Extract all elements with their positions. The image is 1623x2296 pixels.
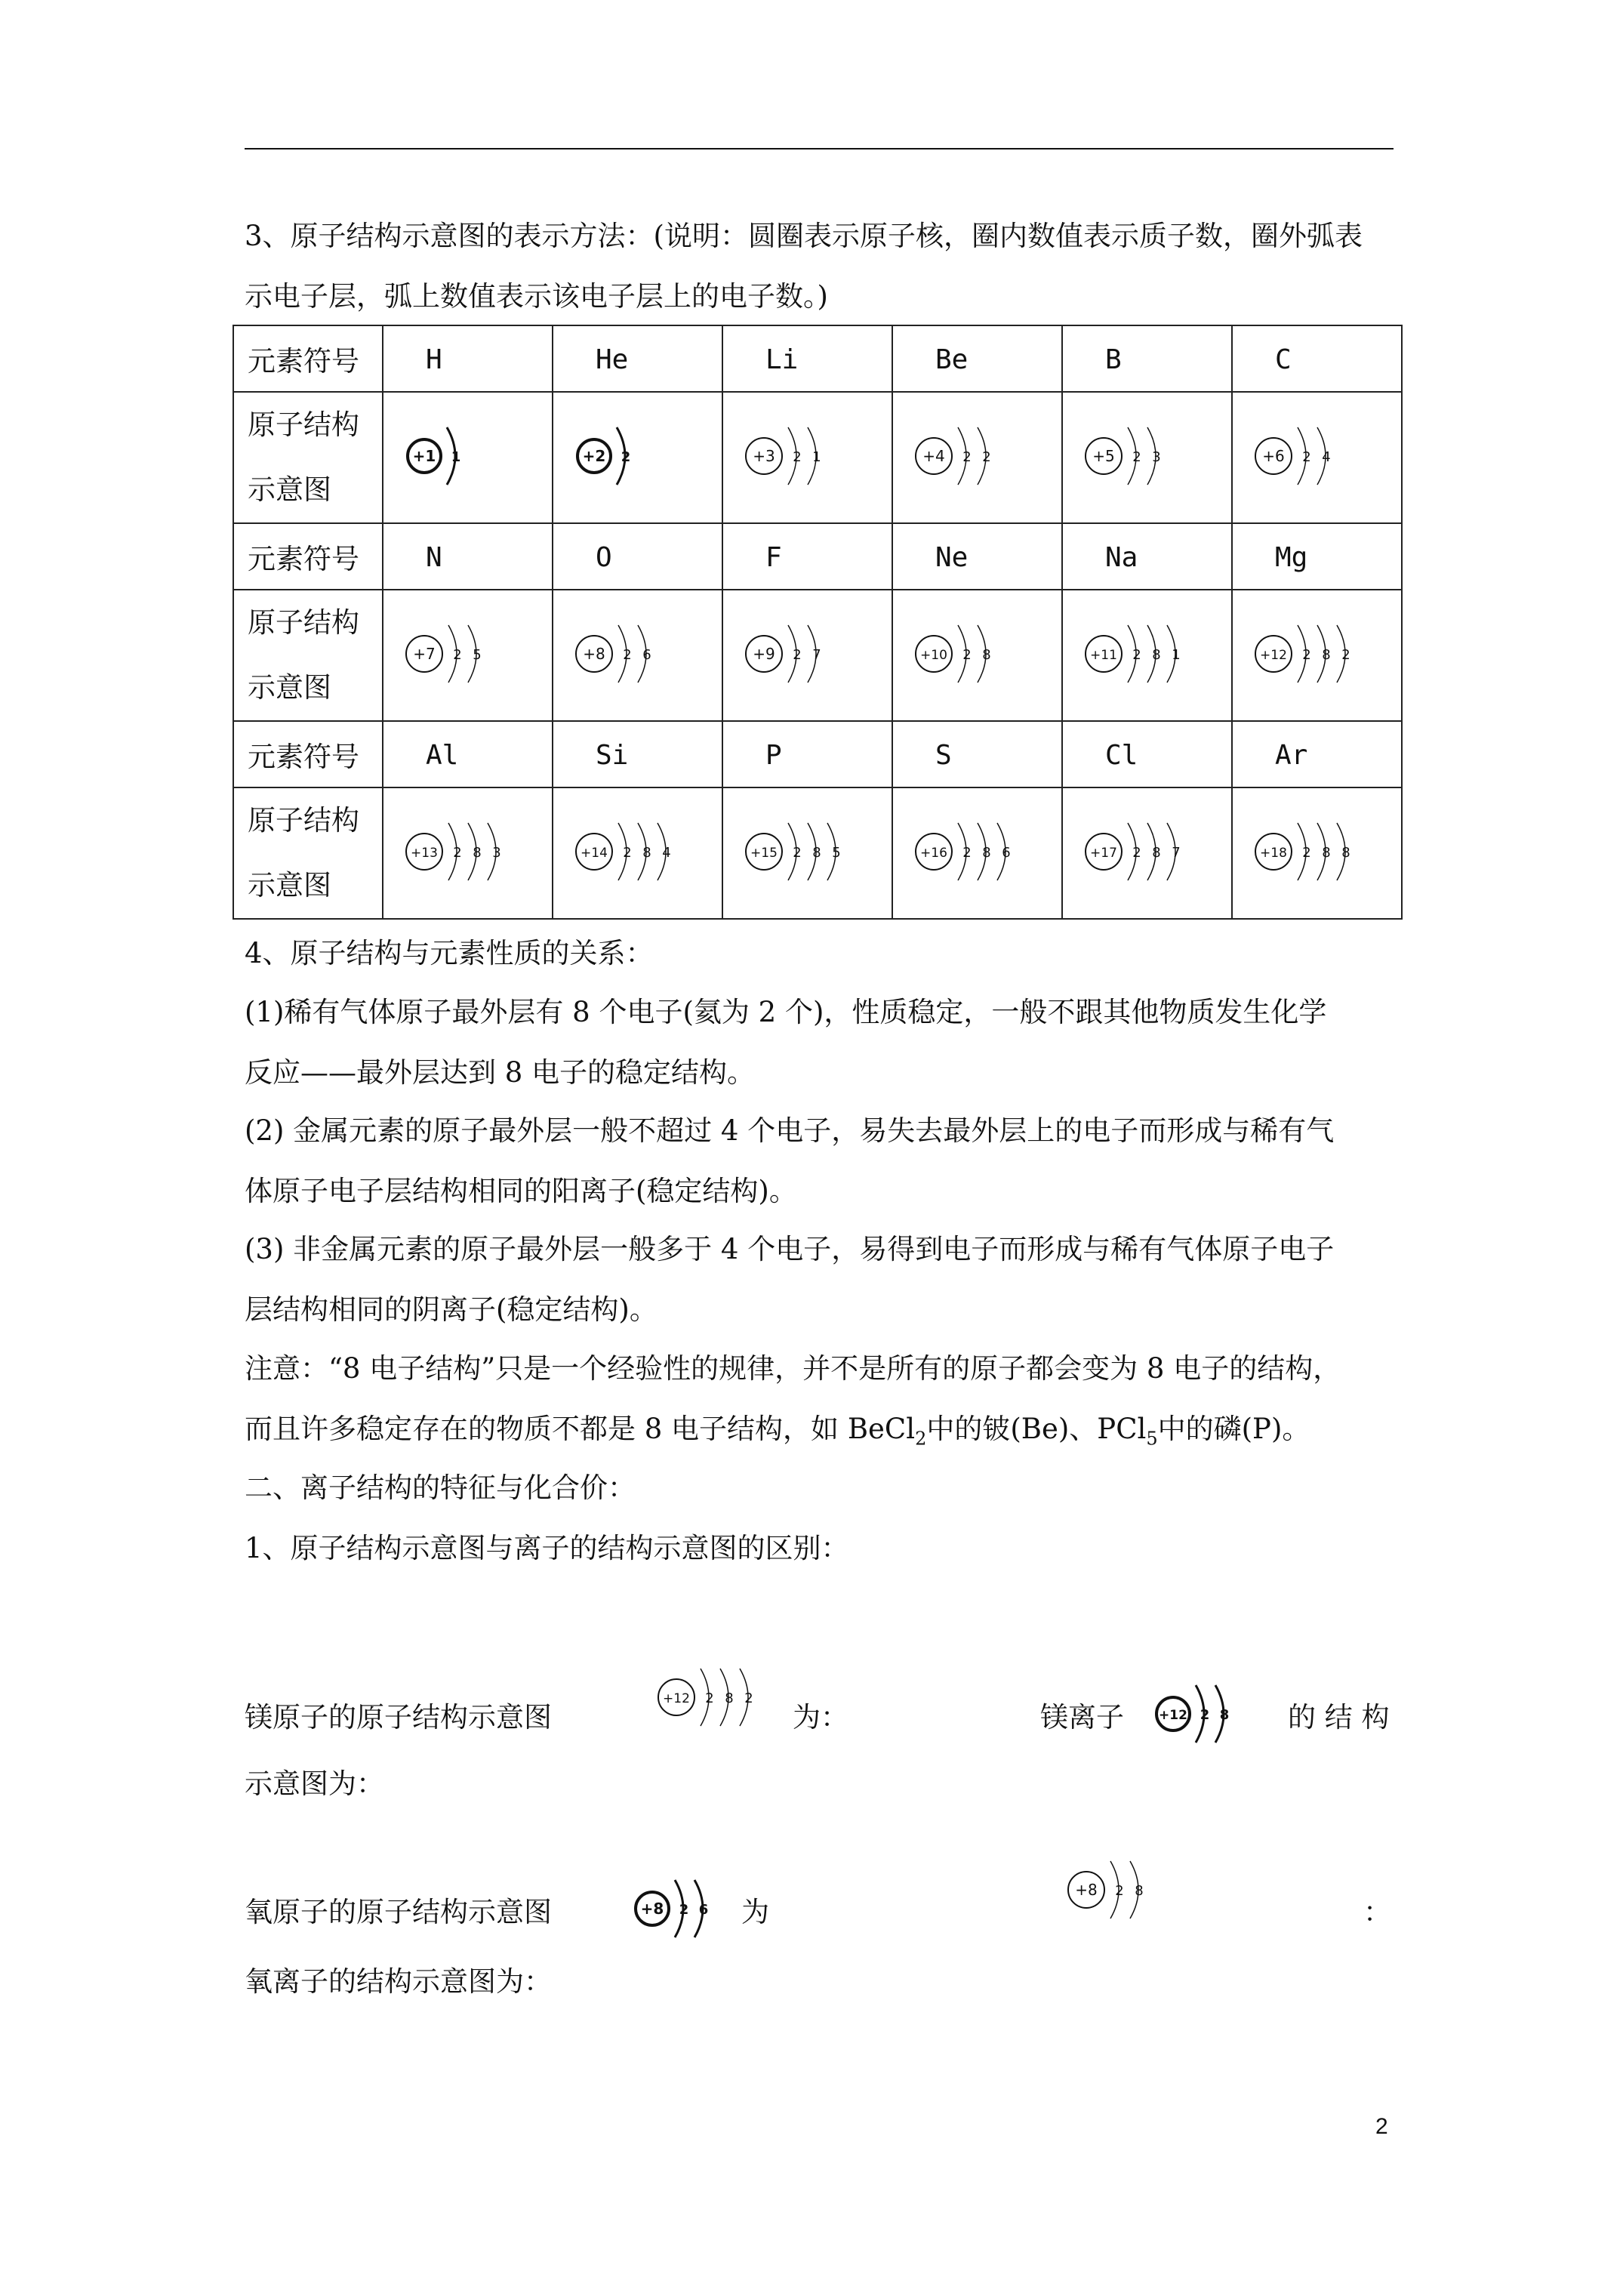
- nucleus-charge: +6: [1262, 447, 1285, 465]
- element-symbol-cell: [1062, 325, 1232, 392]
- diagram-row-label: [233, 590, 383, 721]
- section4-p1-line2: 反应——最外层达到 8 电子的稳定结构。: [245, 1056, 756, 1089]
- shell-electron-count: 3: [1152, 449, 1161, 465]
- element-symbol-cell: [722, 325, 892, 392]
- atom-diagram-svg: [651, 1661, 782, 1737]
- diagram-label-line2: 示意图: [248, 869, 331, 901]
- atom-diagram-svg: [1248, 420, 1358, 495]
- shell-electron-count: 2: [453, 647, 462, 663]
- element-symbol-cell: [1232, 721, 1402, 787]
- atom-diagram-svg: [1248, 815, 1379, 891]
- shell-electron-count: 2: [1302, 647, 1311, 663]
- shell-electron-count: 2: [962, 647, 972, 663]
- atom-diagram-svg: [1078, 618, 1209, 693]
- o-ion-tail: 氧离子的结构示意图为：: [245, 1965, 552, 1998]
- element-symbol: Al: [426, 739, 459, 771]
- shell-electron-count: 8: [473, 845, 482, 861]
- note-line2: 而且许多稳定存在的物质不都是 8 电子结构，如 BeCl$_2$中的铍(Be)、PCl$_5$中的磷(P)。: [245, 1413, 1310, 1450]
- o-atom-label: 氧原子的原子结构示意图: [245, 1896, 552, 1928]
- atom-diagram-cell: [722, 392, 892, 523]
- element-symbol: C: [1275, 344, 1292, 375]
- atom-diagram-svg: [738, 420, 848, 495]
- shell-electron-count: 2: [705, 1690, 714, 1706]
- shell-electron-count: 2: [1200, 1707, 1210, 1723]
- nucleus-charge: +18: [1260, 846, 1287, 861]
- nucleus-charge: +13: [411, 846, 438, 861]
- atom-diagram-cell: [1232, 787, 1402, 919]
- symbol-row: [233, 523, 1402, 590]
- atomic-structure-table: [233, 325, 1403, 920]
- shell-electron-count: 1: [451, 449, 461, 465]
- shell-electron-count: 2: [1132, 647, 1141, 663]
- diagram-label-line1: 原子结构: [248, 804, 359, 837]
- diagram-row-label: [233, 787, 383, 919]
- atom-diagram-cell: [1062, 787, 1232, 919]
- element-symbol-cell: [553, 523, 722, 590]
- atom-diagram-cell: [1062, 590, 1232, 721]
- shell-electron-count: 2: [793, 845, 802, 861]
- shell-electron-count: 2: [1132, 845, 1141, 861]
- shell-electron-count: 5: [473, 647, 482, 663]
- element-symbol: Cl: [1105, 739, 1138, 771]
- element-symbol: Na: [1105, 541, 1138, 573]
- diagram-label-line1: 原子结构: [248, 606, 359, 639]
- nucleus-charge: +11: [1090, 648, 1117, 663]
- element-symbol: Mg: [1275, 541, 1308, 573]
- atom-diagram-cell: [1232, 392, 1402, 523]
- atom-diagram-svg: [738, 815, 870, 891]
- element-symbol-cell: [553, 721, 722, 787]
- nucleus-charge: +12: [1159, 1708, 1187, 1723]
- element-symbol: H: [426, 344, 442, 375]
- atom-diagram-cell: [892, 590, 1062, 721]
- shell-electron-count: 7: [812, 647, 821, 663]
- symbol-row: [233, 325, 1402, 392]
- nucleus-charge: +17: [1090, 846, 1117, 861]
- atom-diagram-svg: [627, 1872, 737, 1948]
- o-ion-diagram: [1061, 1854, 1171, 1929]
- element-symbol: P: [765, 739, 782, 771]
- shell-electron-count: 5: [832, 845, 841, 861]
- nucleus-charge: +8: [583, 645, 605, 663]
- atom-diagram-svg: [568, 618, 679, 693]
- wei-label-1: 为：: [793, 1701, 848, 1734]
- section3-line2: 示电子层，弧上数值表示该电子层上的电子数。): [245, 280, 828, 313]
- shell-electron-count: 3: [492, 845, 501, 861]
- mg-ion-diagram: [1147, 1678, 1258, 1753]
- section4-p3-line1: (3) 非金属元素的原子最外层一般多于 4 个电子，易得到电子而形成与稀有气体原子电子: [245, 1233, 1335, 1265]
- element-symbol-cell: [383, 523, 553, 590]
- element-symbol: He: [596, 344, 629, 375]
- atom-diagram-cell: [722, 787, 892, 919]
- shell-electron-count: 8: [1322, 845, 1331, 861]
- element-symbol: Be: [935, 344, 969, 375]
- shell-electron-count: 1: [812, 449, 821, 465]
- shell-electron-count: 8: [812, 845, 821, 861]
- atom-diagram-cell: [383, 590, 553, 721]
- element-symbol-cell: [892, 523, 1062, 590]
- nucleus-charge: +12: [1260, 648, 1287, 663]
- symbol-row-label: 元素符号: [233, 523, 383, 590]
- mg-atom-label: 镁原子的原子结构示意图: [245, 1701, 552, 1734]
- atom-diagram-cell: [1232, 590, 1402, 721]
- shell-electron-count: 2: [621, 449, 631, 465]
- mg-ion-label: 镁离子: [1040, 1701, 1124, 1734]
- atom-diagram-svg: [399, 618, 509, 693]
- diagram-label-line1: 原子结构: [248, 408, 359, 441]
- shell-electron-count: 4: [1322, 449, 1331, 465]
- element-symbol: F: [765, 541, 782, 573]
- nucleus-charge: +15: [750, 846, 778, 861]
- element-symbol-cell: [1062, 721, 1232, 787]
- shell-electron-count: 6: [642, 647, 651, 663]
- element-symbol-cell: [383, 721, 553, 787]
- nucleus-charge: +14: [581, 846, 608, 861]
- atom-diagram-svg: [908, 618, 1018, 693]
- shell-electron-count: 2: [679, 1902, 689, 1918]
- diagram-row: [233, 392, 1402, 523]
- element-symbol: O: [596, 541, 612, 573]
- element-symbol-cell: [1232, 523, 1402, 590]
- atom-diagram-svg: [568, 420, 658, 495]
- shell-electron-count: 2: [623, 845, 632, 861]
- element-symbol-cell: [1232, 325, 1402, 392]
- nucleus-charge: +8: [640, 1900, 664, 1918]
- de-jiegou-label: 的 结 构: [1288, 1701, 1390, 1734]
- shell-electron-count: 6: [698, 1902, 709, 1918]
- atom-diagram-cell: [1062, 392, 1232, 523]
- element-symbol: Li: [765, 344, 799, 375]
- shell-electron-count: 2: [793, 647, 802, 663]
- element-symbol: Si: [596, 739, 629, 771]
- diagram-label-line2: 示意图: [248, 473, 331, 506]
- shell-electron-count: 8: [1152, 845, 1161, 861]
- shell-electron-count: 2: [1302, 845, 1311, 861]
- atom-diagram-svg: [908, 420, 1018, 495]
- atom-diagram-svg: [738, 618, 848, 693]
- nucleus-charge: +10: [920, 648, 947, 663]
- diagram-row: [233, 590, 1402, 721]
- shell-electron-count: 8: [1219, 1707, 1230, 1723]
- element-symbol-cell: [383, 325, 553, 392]
- nucleus-charge: +4: [922, 447, 945, 465]
- shell-electron-count: 8: [1135, 1883, 1144, 1899]
- element-symbol-cell: [1062, 523, 1232, 590]
- section4-heading: 4、原子结构与元素性质的关系：: [245, 937, 654, 969]
- nucleus-charge: +12: [663, 1691, 690, 1706]
- nucleus-charge: +9: [753, 645, 775, 663]
- nucleus-charge: +8: [1075, 1881, 1098, 1899]
- shell-electron-count: 2: [962, 845, 972, 861]
- colon: ：: [1363, 1896, 1391, 1928]
- nucleus-charge: +2: [582, 447, 606, 465]
- element-symbol: B: [1105, 344, 1122, 375]
- o-atom-diagram: [627, 1872, 737, 1948]
- atom-diagram-cell: [383, 392, 553, 523]
- page-number: 2: [1375, 2114, 1388, 2139]
- symbol-row-label: 元素符号: [233, 325, 383, 392]
- shell-electron-count: 4: [662, 845, 671, 861]
- atom-diagram-cell: [892, 392, 1062, 523]
- section4-p1-line1: (1)稀有气体原子最外层有 8 个电子(氦为 2 个)，性质稳定，一般不跟其他物质发生化学: [245, 996, 1327, 1028]
- nucleus-charge: +1: [412, 447, 436, 465]
- element-symbol-cell: [892, 325, 1062, 392]
- shell-electron-count: 2: [962, 449, 972, 465]
- note-line1: 注意：“8 电子结构”只是一个经验性的规律，并不是所有的原子都会变为 8 电子的结构，: [245, 1352, 1341, 1385]
- element-symbol-cell: [553, 325, 722, 392]
- atom-diagram-svg: [908, 815, 1039, 891]
- mg-atom-diagram: [651, 1661, 782, 1737]
- shell-electron-count: 2: [1341, 647, 1350, 663]
- shell-electron-count: 8: [725, 1690, 734, 1706]
- element-symbol-cell: [892, 721, 1062, 787]
- nucleus-charge: +5: [1092, 447, 1115, 465]
- header-rule: [245, 148, 1394, 149]
- shell-electron-count: 8: [642, 845, 651, 861]
- atom-diagram-svg: [568, 815, 700, 891]
- mg-ion-tail: 示意图为：: [245, 1767, 384, 1800]
- atom-diagram-cell: [553, 392, 722, 523]
- section3-line1: 3、原子结构示意图的表示方法：(说明：圆圈表示原子核，圈内数值表示质子数，圈外弧表: [245, 220, 1363, 252]
- shell-electron-count: 8: [982, 647, 991, 663]
- shell-electron-count: 2: [1132, 449, 1141, 465]
- atom-diagram-cell: [383, 787, 553, 919]
- shell-electron-count: 8: [1152, 647, 1161, 663]
- wei-label-2: 为: [741, 1896, 769, 1928]
- section4-p3-line2: 层结构相同的阴离子(稳定结构)。: [245, 1293, 658, 1326]
- atom-diagram-svg: [1078, 420, 1188, 495]
- atom-diagram-cell: [553, 590, 722, 721]
- shell-electron-count: 8: [1341, 845, 1350, 861]
- nucleus-charge: +16: [920, 846, 947, 861]
- element-symbol: Ar: [1275, 739, 1308, 771]
- shell-electron-count: 8: [1322, 647, 1331, 663]
- atom-diagram-svg: [399, 815, 530, 891]
- section4-p2-line1: (2) 金属元素的原子最外层一般不超过 4 个电子，易失去最外层上的电子而形成与稀有气: [245, 1114, 1335, 1147]
- symbol-row: [233, 721, 1402, 787]
- element-symbol-cell: [722, 523, 892, 590]
- atom-diagram-svg: [1147, 1678, 1258, 1753]
- shell-electron-count: 2: [793, 449, 802, 465]
- diagram-label-line2: 示意图: [248, 671, 331, 704]
- nucleus-charge: +3: [753, 447, 775, 465]
- section-two-sub1: 1、原子结构示意图与离子的结构示意图的区别：: [245, 1532, 849, 1564]
- atom-diagram-cell: [722, 590, 892, 721]
- diagram-row: [233, 787, 1402, 919]
- shell-electron-count: 2: [453, 845, 462, 861]
- shell-electron-count: 2: [623, 647, 632, 663]
- atom-diagram-cell: [553, 787, 722, 919]
- element-symbol: S: [935, 739, 952, 771]
- atom-diagram-svg: [1061, 1854, 1171, 1929]
- atom-diagram-svg: [399, 420, 488, 495]
- section-two-heading: 二、离子结构的特征与化合价：: [245, 1472, 636, 1504]
- symbol-row-label: 元素符号: [233, 721, 383, 787]
- element-symbol: N: [426, 541, 442, 573]
- shell-electron-count: 8: [982, 845, 991, 861]
- atom-diagram-svg: [1078, 815, 1209, 891]
- element-symbol: Ne: [935, 541, 969, 573]
- shell-electron-count: 2: [744, 1690, 753, 1706]
- shell-electron-count: 2: [1115, 1883, 1124, 1899]
- element-symbol-cell: [722, 721, 892, 787]
- atom-diagram-cell: [892, 787, 1062, 919]
- shell-electron-count: 7: [1172, 845, 1181, 861]
- atom-diagram-svg: [1248, 618, 1379, 693]
- shell-electron-count: 6: [1002, 845, 1011, 861]
- nucleus-charge: +7: [413, 645, 436, 663]
- section4-p2-line2: 体原子电子层结构相同的阳离子(稳定结构)。: [245, 1175, 797, 1207]
- diagram-row-label: [233, 392, 383, 523]
- shell-electron-count: 2: [982, 449, 991, 465]
- shell-electron-count: 1: [1172, 647, 1181, 663]
- shell-electron-count: 2: [1302, 449, 1311, 465]
